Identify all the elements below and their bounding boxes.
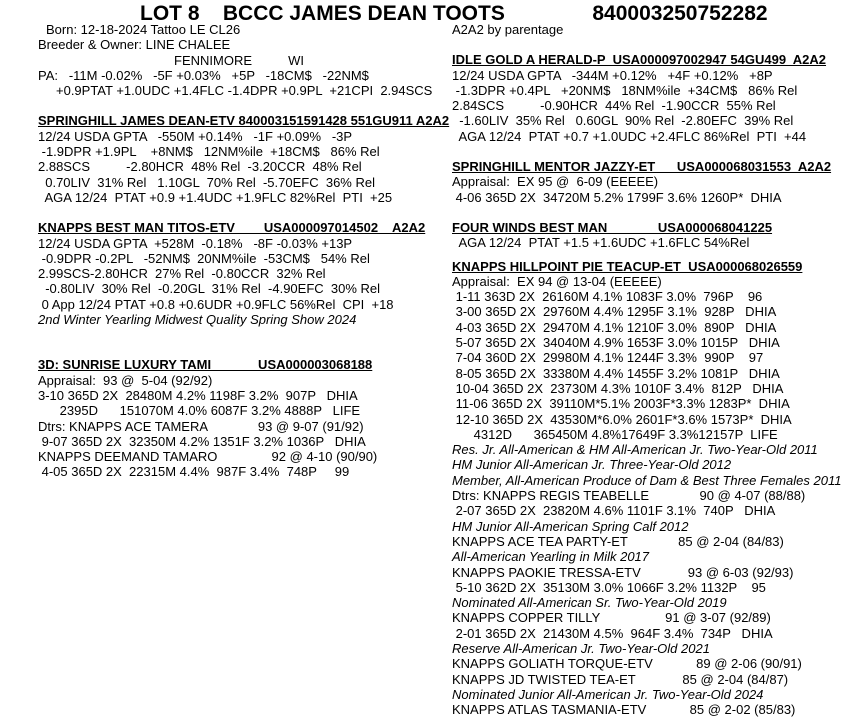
award-line: Res. Jr. All-American & HM All-American Jr. Two-Year-Old 2011: [452, 442, 818, 458]
record-line: 1-11 363D 2X 26160M 4.1% 1083F 3.0% 796P 96: [452, 289, 763, 305]
record-line: 3-00 365D 2X 29760M 4.4% 1295F 3.1% 928P DHIA: [452, 304, 777, 320]
sire-lines: [38, 129, 438, 205]
record-line: Dtrs: KNAPPS ACE TAMERA 93 @ 9-07 (91/92): [38, 418, 364, 434]
fourwinds-lines: [452, 235, 857, 250]
breeder-line: Breeder & Owner: LINE CHALEE: [38, 37, 231, 53]
award-line: HM Junior All-American Jr. Three-Year-Old 2012: [452, 457, 732, 473]
teacup-lines: [452, 274, 857, 442]
award-line: All-American Yearling in Milk 2017: [452, 549, 650, 565]
record-line: 0.70LIV 31% Rel 1.10GL 70% Rel -5.70EFC 36% Rel: [38, 174, 375, 190]
mentor-lines: [452, 174, 857, 205]
award-line: Reserve All-American Jr. Two-Year-Old 2021: [452, 640, 710, 656]
daughter-line: KNAPPS PAOKIE TRESSA-ETV 93 @ 6-03 (92/93): [452, 564, 794, 580]
daughter-line: Dtrs: KNAPPS REGIS TEABELLE 90 @ 4-07 (88/88): [452, 488, 806, 504]
sire-title: SPRINGHILL JAMES DEAN-ETV 840003151591428 551GU911 A2A2: [38, 113, 450, 129]
dam-title: 3D: SUNRISE LUXURY TAMI USA000003068188: [38, 357, 373, 373]
record-line: 12/24 USDA GPTA -550M +0.14% -1F +0.09% -3P: [38, 128, 353, 144]
record-line: 5-07 365D 2X 34040M 4.9% 1653F 3.0% 1015P DHIA: [452, 335, 780, 351]
record-line: 4-05 365D 2X 22315M 4.4% 987F 3.4% 748P 99: [38, 464, 350, 480]
record-line: Appraisal: 93 @ 5-04 (92/92): [38, 372, 213, 388]
record-line: 12/24 USDA GPTA -344M +0.12% +4F +0.12% +8P: [452, 67, 773, 83]
location-line: FENNIMORE WI: [174, 52, 304, 68]
record-line: 12/24 USDA GPTA +528M -0.18% -8F -0.03% +13P: [38, 235, 353, 251]
mgs-lines: [38, 236, 438, 312]
record-line: Appraisal: EX 95 @ 6-09 (EEEEE): [452, 174, 659, 190]
daughter-line: KNAPPS GOLIATH TORQUE-ETV 89 @ 2-06 (90/91): [452, 656, 802, 672]
animal-name: BCCC JAMES DEAN TOOTS: [222, 2, 505, 25]
mgs-award: 2nd Winter Yearling Midwest Quality Spring Show 2024: [38, 312, 357, 328]
dam-block: [38, 357, 438, 479]
record-line: -0.80LIV 30% Rel -0.20GL 31% Rel -4.90EFC 30% Rel: [38, 281, 381, 297]
mgs-block: [38, 220, 438, 327]
record-line: 2.99SCS-2.80HCR 27% Rel -0.80CCR 32% Rel: [38, 266, 326, 282]
record-line: -1.3DPR +0.4PL +20NM$ 18NM%ile +34CM$ 86% Rel: [452, 82, 798, 98]
dam-lines: [38, 373, 438, 480]
mentor-block: [452, 159, 857, 205]
sire-block: [38, 113, 450, 205]
record-line: -1.9DPR +1.9PL +8NM$ 12NM%ile +18CM$ 86% Rel: [38, 144, 380, 160]
award-line: Member, All-American Produce of Dam & Best Three Females 2011: [452, 472, 842, 488]
daughter-line: 5-10 362D 2X 35130M 3.0% 1066F 3.2% 1132P 95: [452, 579, 766, 595]
record-line: 10-04 365D 2X 23730M 4.3% 1010F 3.4% 812P DHIA: [452, 380, 784, 396]
record-line: 3-10 365D 2X 28480M 4.2% 1198F 3.2% 907P DHIA: [38, 387, 358, 403]
daughter-line: KNAPPS JD TWISTED TEA-ET 85 @ 2-04 (84/87): [452, 671, 789, 687]
award-line: Nominated Junior All-American Jr. Two-Year-Old 2024: [452, 686, 764, 702]
record-line: 4-03 365D 2X 29470M 4.1% 1210F 3.0% 890P DHIA: [452, 319, 777, 335]
a2-parentage: A2A2 by parentage: [452, 22, 564, 37]
daughter-line: KNAPPS ATLAS TASMANIA-ETV 85 @ 2-02 (85/83): [452, 702, 796, 717]
lot-number: LOT 8: [140, 2, 200, 25]
teacup-title: KNAPPS HILLPOINT PIE TEACUP-ET USA000068026559: [452, 258, 803, 274]
fourwinds-title: FOUR WINDS BEST MAN USA000068041225: [452, 219, 773, 235]
pa-line-2: +0.9PTAT +1.0UDC +1.4FLC -1.4DPR +0.9PL +21CPI 2.94SCS: [56, 83, 433, 99]
record-line: -0.9DPR -0.2PL -52NM$ 20NM%ile -53CM$ 54% Rel: [38, 250, 370, 266]
record-line: 2.84SCS -0.90HCR 44% Rel -1.90CCR 55% Rel: [452, 98, 776, 114]
born-line: Born: 12-18-2024 Tattoo LE CL26: [46, 22, 241, 37]
record-line: 7-04 360D 2X 29980M 4.1% 1244F 3.3% 990P 97: [452, 350, 764, 366]
right-column: [452, 22, 857, 717]
mentor-title: SPRINGHILL MENTOR JAZZY-ET USA000068031553 A2A2: [452, 159, 832, 175]
sire-of-dam-title: IDLE GOLD A HERALD-P USA000097002947 54GU499 A2A2: [452, 52, 827, 68]
record-line: AGA 12/24 PTAT +1.5 +1.6UDC +1.6FLC 54%Rel: [452, 235, 750, 251]
mgs-title: KNAPPS BEST MAN TITOS-ETV USA000097014502 A2A2: [38, 220, 426, 236]
record-line: 0 App 12/24 PTAT +0.8 +0.6UDR +0.9FLC 56%Rel CPI +18: [38, 296, 394, 312]
daughter-line: 2-07 365D 2X 23820M 4.6% 1101F 3.1% 740P DHIA: [452, 503, 776, 519]
record-line: 2.88SCS -2.80HCR 48% Rel -3.20CCR 48% Rel: [38, 159, 362, 175]
record-line: 4-06 365D 2X 34720M 5.2% 1799F 3.6% 1260P* DHIA: [452, 189, 782, 205]
award-line: Nominated All-American Sr. Two-Year-Old 2019: [452, 595, 727, 611]
fourwinds-block: [452, 220, 857, 251]
daughter-line: KNAPPS ACE TEA PARTY-ET 85 @ 2-04 (84/83): [452, 533, 784, 549]
record-line: 12-10 365D 2X 43530M*6.0% 2601F*3.6% 1573P* DHIA: [452, 411, 792, 427]
teacup-awards: [452, 442, 857, 488]
record-line: AGA 12/24 PTAT +0.7 +1.0UDC +2.4FLC 86%Rel PTI +44: [452, 128, 807, 144]
award-line: HM Junior All-American Spring Calf 2012: [452, 518, 689, 534]
sire-of-dam-block: [452, 52, 857, 144]
pa-line-1: PA: -11M -0.02% -5F +0.03% +5P -18CM$ -22NM$: [38, 67, 369, 83]
record-line: 4312D 365450M 4.8%17649F 3.3%12157P LIFE: [452, 426, 778, 442]
record-line: 11-06 365D 2X 39110M*5.1% 2003F*3.3% 1283P* DHIA: [452, 396, 790, 412]
record-line: -1.60LIV 35% Rel 0.60GL 90% Rel -2.80EFC 39% Rel: [452, 113, 794, 129]
left-column: [38, 22, 450, 480]
record-line: KNAPPS DEEMAND TAMARO 92 @ 4-10 (90/90): [38, 449, 378, 465]
teacup-block: [452, 259, 857, 717]
daughter-line: KNAPPS COPPER TILLY 91 @ 3-07 (92/89): [452, 610, 771, 626]
sire-of-dam-lines: [452, 68, 857, 144]
record-line: AGA 12/24 PTAT +0.9 +1.4UDC +1.9FLC 82%Rel PTI +25: [38, 189, 393, 205]
teacup-dtrs: [452, 488, 857, 717]
record-line: 2395D 151070M 4.0% 6087F 3.2% 4888P LIFE: [38, 403, 361, 419]
record-line: 8-05 365D 2X 33380M 4.4% 1455F 3.2% 1081P DHIA: [452, 365, 780, 381]
record-line: Appraisal: EX 94 @ 13-04 (EEEEE): [452, 273, 662, 289]
record-line: 9-07 365D 2X 32350M 4.2% 1351F 3.2% 1036P DHIA: [38, 433, 366, 449]
daughter-line: 2-01 365D 2X 21430M 4.5% 964F 3.4% 734P DHIA: [452, 625, 773, 641]
animal-id: 840003250752282: [592, 2, 768, 25]
